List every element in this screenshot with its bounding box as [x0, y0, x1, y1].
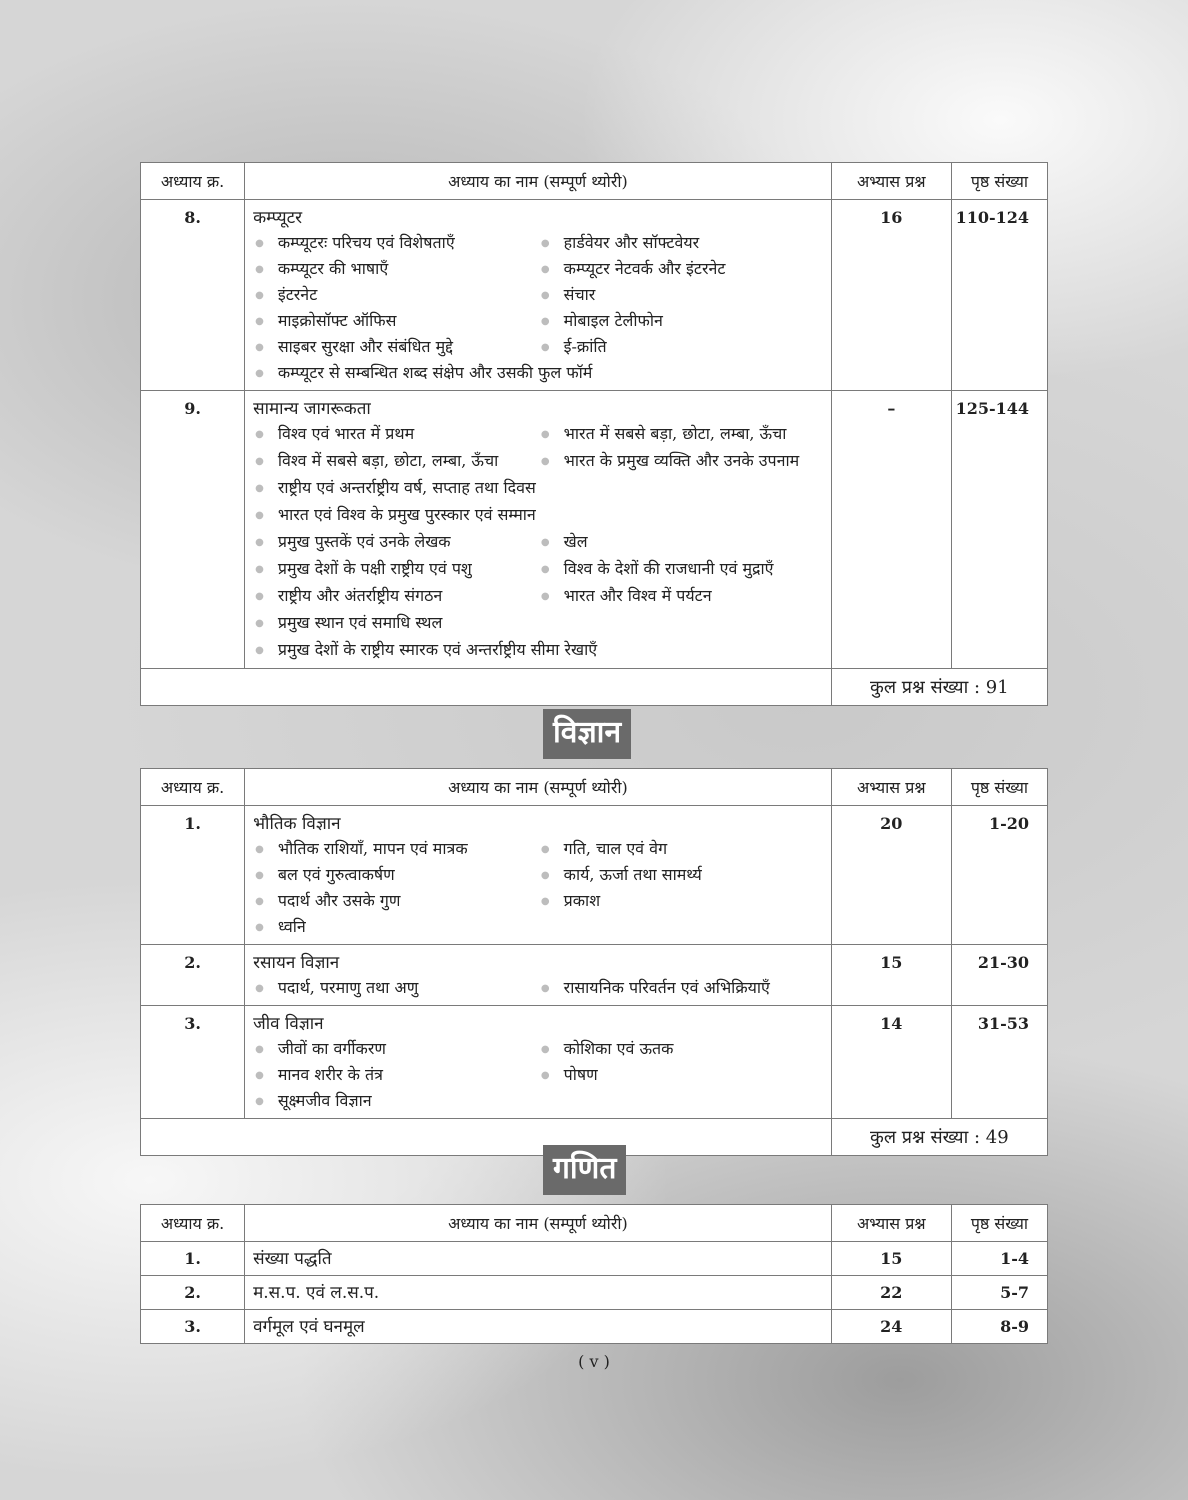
chapter-number: 1.	[141, 806, 245, 945]
topic-item: ● कोशिका एवं ऊतक	[539, 1036, 825, 1062]
topic-item: ● कम्प्यूटरः परिचय एवं विशेषताएँ	[253, 230, 539, 256]
section-heading-math: गणित	[543, 1145, 626, 1195]
header-practice-questions: अभ्यास प्रश्न	[831, 769, 951, 806]
topic-item: ● प्रकाश	[539, 888, 825, 914]
topic-item: ● ध्वनि	[253, 914, 539, 940]
topic-item: ● खेल	[539, 529, 825, 556]
topic-item: ● कम्प्यूटर से सम्बन्धित शब्द संक्षेप और उसकी फुल फॉर्म	[253, 360, 825, 386]
topic-item: ● जीवों का वर्गीकरण	[253, 1036, 539, 1062]
header-practice-questions: अभ्यास प्रश्न	[831, 1205, 951, 1242]
topic-item: ● भारत एवं विश्व के प्रमुख पुरस्कार एवं सम्मान	[253, 502, 825, 529]
topic-item: ● प्रमुख देशों के पक्षी राष्ट्रीय एवं पशु	[253, 556, 539, 583]
page-range: 31-53	[951, 1006, 1047, 1119]
chapter-title: भौतिक विज्ञान	[253, 814, 341, 834]
chapter-content	[245, 1006, 832, 1119]
practice-question-count: –	[831, 391, 951, 669]
topic-item: ● रासायनिक परिवर्तन एवं अभिक्रियाएँ	[539, 975, 825, 1001]
chapter-number: 2.	[141, 1276, 245, 1310]
topic-item: ● कम्प्यूटर की भाषाएँ	[253, 256, 539, 282]
practice-question-count: 15	[831, 1242, 951, 1276]
syllabus-table-science	[140, 768, 1048, 1156]
table-header-row	[141, 163, 1048, 200]
topic-item: ● प्रमुख पुस्तकें एवं उनके लेखक	[253, 529, 539, 556]
topic-item: ● विश्व में सबसे बड़ा, छोटा, लम्बा, ऊँचा	[253, 448, 539, 475]
topic-item: ● मानव शरीर के तंत्र	[253, 1062, 539, 1088]
topic-item: ● सूक्ष्मजीव विज्ञान	[253, 1088, 539, 1114]
practice-question-count: 16	[831, 200, 951, 391]
table-row	[141, 1242, 1048, 1276]
topic-item: ● कम्प्यूटर नेटवर्क और इंटरनेट	[539, 256, 825, 282]
practice-question-count: 20	[831, 806, 951, 945]
header-chapter-name: अध्याय का नाम (सम्पूर्ण थ्योरी)	[245, 769, 832, 806]
chapter-title: संख्या पद्धति	[245, 1242, 832, 1276]
total-questions: कुल प्रश्न संख्या : 91	[831, 669, 1047, 706]
chapter-number: 3.	[141, 1310, 245, 1344]
header-chapter-name: अध्याय का नाम (सम्पूर्ण थ्योरी)	[245, 1205, 832, 1242]
topic-item: ● प्रमुख स्थान एवं समाधि स्थल	[253, 610, 825, 637]
chapter-content	[245, 806, 832, 945]
page-range: 8-9	[951, 1310, 1047, 1344]
page-range: 125-144	[951, 391, 1047, 669]
section-heading-science: विज्ञान	[543, 709, 631, 759]
header-practice-questions: अभ्यास प्रश्न	[831, 163, 951, 200]
topic-item: ● विश्व एवं भारत में प्रथम	[253, 421, 539, 448]
topic-item: ● भारत और विश्व में पर्यटन	[539, 583, 825, 610]
page-number: ( v )	[578, 1352, 610, 1371]
header-page-number: पृष्ठ संख्या	[951, 163, 1047, 200]
page-range: 1-4	[951, 1242, 1047, 1276]
chapter-content	[245, 200, 832, 391]
chapter-title: रसायन विज्ञान	[253, 953, 340, 973]
header-chapter-no: अध्याय क्र.	[141, 769, 245, 806]
topic-item: ● भारत के प्रमुख व्यक्ति और उनके उपनाम	[539, 448, 825, 475]
header-page-number: पृष्ठ संख्या	[951, 769, 1047, 806]
table-row	[141, 1310, 1048, 1344]
table-row	[141, 1006, 1048, 1119]
topic-item: ● संचार	[539, 282, 825, 308]
table-row	[141, 391, 1048, 669]
topic-item: ● पदार्थ और उसके गुण	[253, 888, 539, 914]
topic-item: ● पोषण	[539, 1062, 825, 1088]
chapter-title: जीव विज्ञान	[253, 1014, 324, 1034]
chapter-title: म.स.प. एवं ल.स.प.	[245, 1276, 832, 1310]
topic-item: ● विश्व के देशों की राजधानी एवं मुद्राएँ	[539, 556, 825, 583]
header-chapter-name: अध्याय का नाम (सम्पूर्ण थ्योरी)	[245, 163, 832, 200]
practice-question-count: 15	[831, 945, 951, 1006]
topic-item: ● राष्ट्रीय एवं अन्तर्राष्ट्रीय वर्ष, सप्ताह तथा दिवस	[253, 475, 825, 502]
topic-item: ● इंटरनेट	[253, 282, 539, 308]
practice-question-count: 22	[831, 1276, 951, 1310]
page-range: 5-7	[951, 1276, 1047, 1310]
chapter-content	[245, 391, 832, 669]
chapter-title: सामान्य जागरूकता	[253, 399, 371, 419]
table-row	[141, 945, 1048, 1006]
syllabus-table-general	[140, 162, 1048, 706]
topic-item: ● भौतिक राशियाँ, मापन एवं मात्रक	[253, 836, 539, 862]
chapter-number: 9.	[141, 391, 245, 669]
chapter-number: 2.	[141, 945, 245, 1006]
topic-item: ● गति, चाल एवं वेग	[539, 836, 825, 862]
chapter-content	[245, 945, 832, 1006]
chapter-number: 3.	[141, 1006, 245, 1119]
page-range: 21-30	[951, 945, 1047, 1006]
topic-item: ● साइबर सुरक्षा और संबंधित मुद्दे	[253, 334, 539, 360]
topic-item: ● मोबाइल टेलीफोन	[539, 308, 825, 334]
chapter-title: कम्प्यूटर	[253, 208, 303, 228]
topic-item: ● भारत में सबसे बड़ा, छोटा, लम्बा, ऊँचा	[539, 421, 825, 448]
page-range: 110-124	[951, 200, 1047, 391]
table-row	[141, 1276, 1048, 1310]
topic-item: ● कार्य, ऊर्जा तथा सामर्थ्य	[539, 862, 825, 888]
topic-item: ● पदार्थ, परमाणु तथा अणु	[253, 975, 539, 1001]
table-row	[141, 200, 1048, 391]
header-page-number: पृष्ठ संख्या	[951, 1205, 1047, 1242]
topic-item: ● हार्डवेयर और सॉफ्टवेयर	[539, 230, 825, 256]
page-range: 1-20	[951, 806, 1047, 945]
practice-question-count: 14	[831, 1006, 951, 1119]
topic-item: ● बल एवं गुरुत्वाकर्षण	[253, 862, 539, 888]
topic-item: ● ई-क्रांति	[539, 334, 825, 360]
chapter-number: 8.	[141, 200, 245, 391]
topic-item: ● माइक्रोसॉफ्ट ऑफिस	[253, 308, 539, 334]
syllabus-table-math	[140, 1204, 1048, 1344]
practice-question-count: 24	[831, 1310, 951, 1344]
topic-item: ● प्रमुख देशों के राष्ट्रीय स्मारक एवं अन्तर्राष्ट्रीय सीमा रेखाएँ	[253, 637, 825, 664]
header-chapter-no: अध्याय क्र.	[141, 163, 245, 200]
total-questions: कुल प्रश्न संख्या : 49	[831, 1119, 1047, 1156]
table-header-row	[141, 769, 1048, 806]
table-header-row	[141, 1205, 1048, 1242]
header-chapter-no: अध्याय क्र.	[141, 1205, 245, 1242]
topic-item: ● राष्ट्रीय और अंतर्राष्ट्रीय संगठन	[253, 583, 539, 610]
chapter-title: वर्गमूल एवं घनमूल	[245, 1310, 832, 1344]
chapter-number: 1.	[141, 1242, 245, 1276]
table-row	[141, 806, 1048, 945]
total-row	[141, 669, 1048, 706]
